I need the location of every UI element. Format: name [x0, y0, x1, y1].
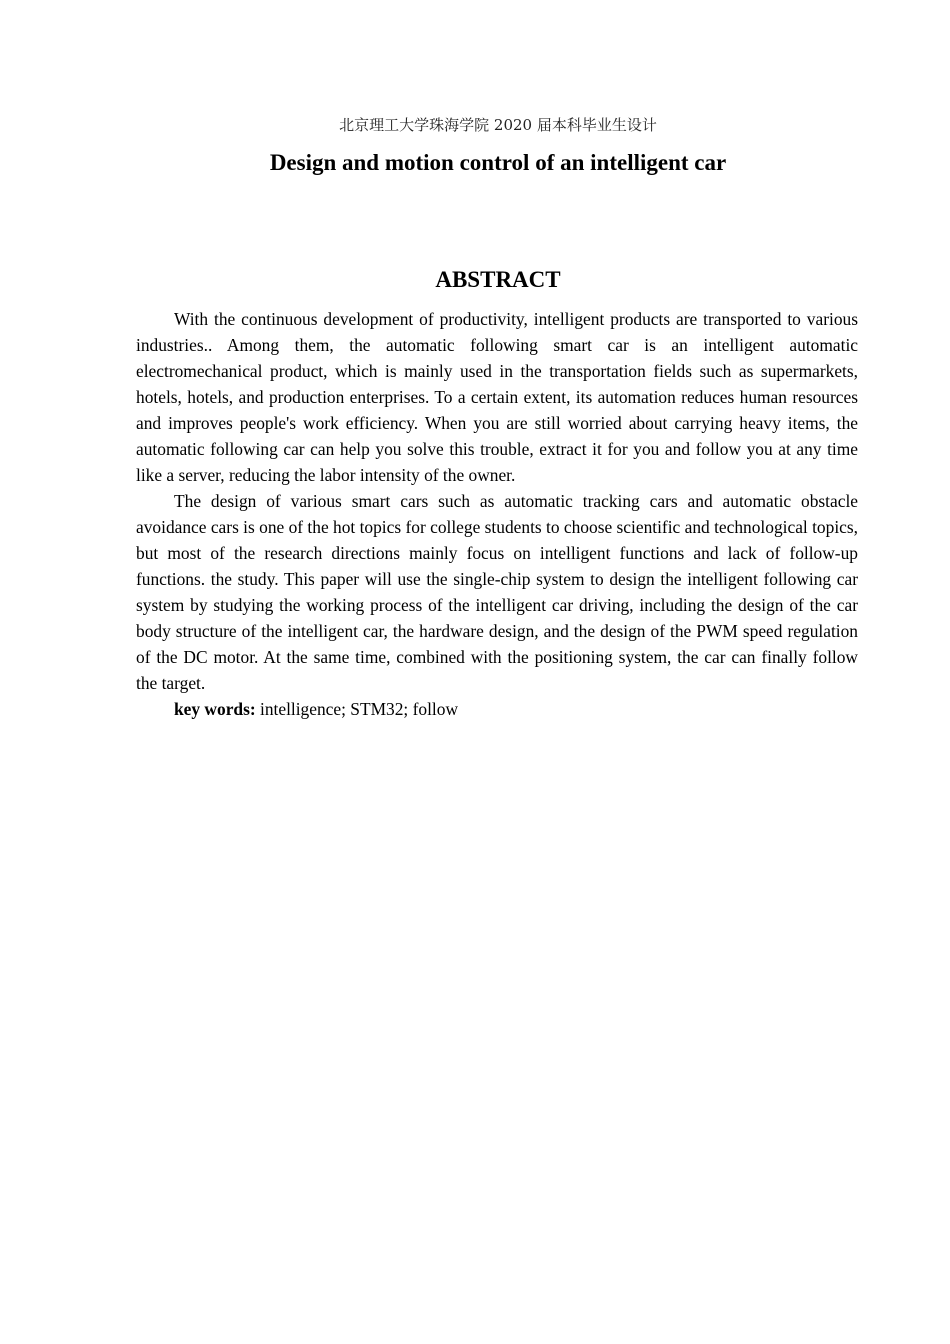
- keywords-value: intelligence; STM32; follow: [255, 699, 459, 719]
- keywords-line: [136, 696, 858, 722]
- abstract-paragraph-2: The design of various smart cars such as automatic tracking cars and automatic obstacle avoidance cars is one of the hot topics for college students to choose scientific and technological topics, but most of the research directions mainly focus on intelligent functions and lack of follow-up functions. the study. This paper will use the single-chip system to design the intelligent following car system by studying the working process of the intelligent car driving, including the design of the car body structure of the intelligent car, the hardware design, and the design of the PWM speed regulation of the DC motor. At the same time, combined with the positioning system, the car can finally follow the target.: [136, 491, 858, 693]
- abstract-heading: ABSTRACT: [435, 267, 561, 292]
- abstract-paragraph-1: With the continuous development of productivity, intelligent products are transported to various industries.. Among them, the automatic following smart car is an intelligent automatic electromechanical product, which is mainly used in the transportation fields such as supermarkets, hotels, hotels, and production enterprises. To a certain extent, its automation reduces human resources and improves people's work efficiency. When you are still worried about carrying heavy items, the automatic following car can help you solve this trouble, extract it for you and follow you at any time like a server, reducing the labor intensity of the owner.: [136, 309, 858, 485]
- abstract-body: [136, 306, 858, 722]
- running-header: 北京理工大学珠海学院 2020 届本科毕业生设计: [339, 116, 657, 134]
- document-title: Design and motion control of an intelligent car: [269, 150, 727, 175]
- keywords-label: key words:: [174, 699, 256, 719]
